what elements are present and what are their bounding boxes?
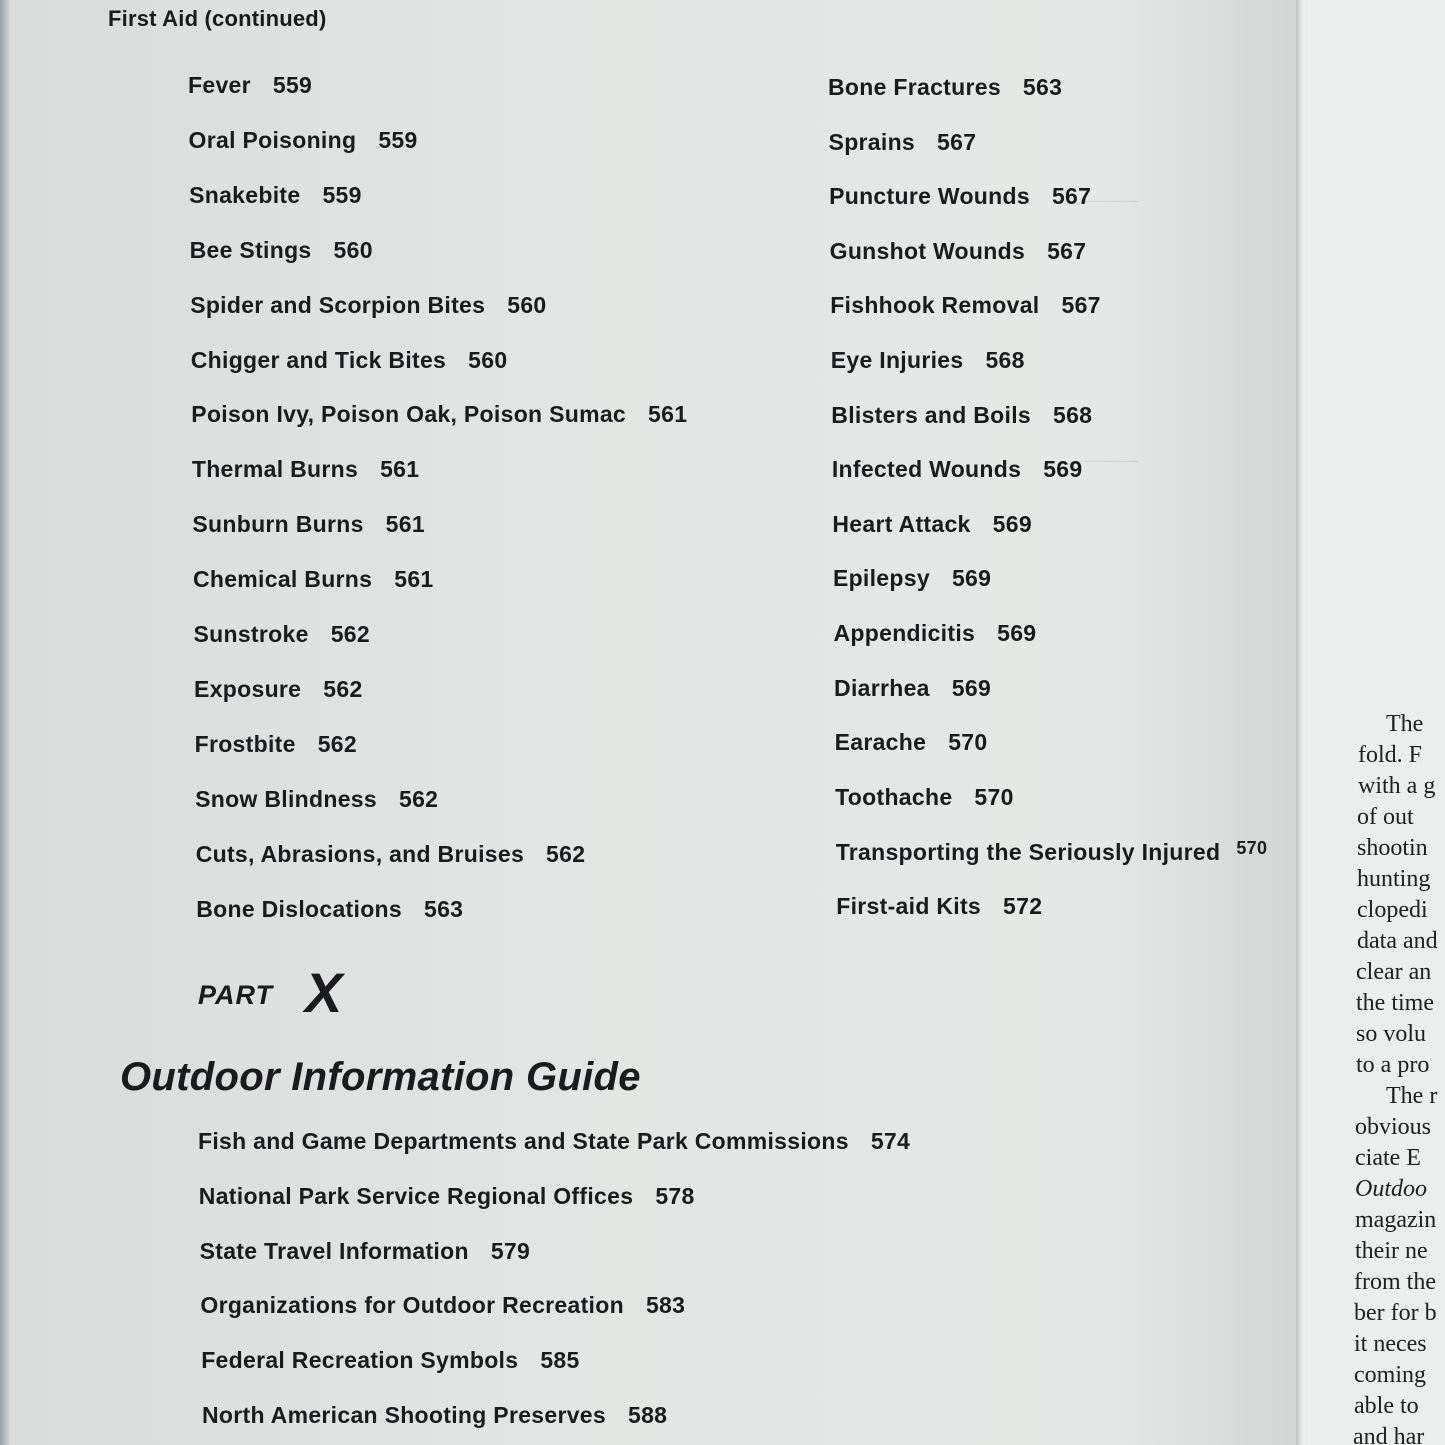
facing-page-line: shootin <box>1357 835 1428 861</box>
toc-entry <box>200 1292 685 1319</box>
toc-entry-title: Gunshot Wounds <box>829 237 1026 264</box>
toc-entry-page: 562 <box>317 730 357 757</box>
toc-entry <box>829 183 1091 210</box>
toc-entry <box>191 401 687 428</box>
toc-entry-page: 563 <box>424 895 464 922</box>
toc-entry-title: Organizations for Outdoor Recreation <box>200 1292 624 1319</box>
toc-entry-title: Transporting the Seriously Injured <box>835 839 1221 866</box>
toc-entry-page: 562 <box>323 675 363 702</box>
toc-entry-title: North American Shooting Preserves <box>202 1402 606 1428</box>
toc-entry <box>192 456 420 483</box>
toc-entry-title: Bone Dislocations <box>196 895 402 922</box>
facing-page-line: so volu <box>1356 1021 1427 1047</box>
toc-entry-page: 561 <box>380 456 420 483</box>
book-left-edge <box>0 0 10 1445</box>
facing-page-line: fold. F <box>1358 742 1423 768</box>
toc-entry <box>832 456 1083 483</box>
toc-entry-title: Fever <box>188 72 251 98</box>
toc-entry-page: 560 <box>333 236 373 263</box>
toc-entry <box>192 511 425 538</box>
toc-entry <box>835 729 988 756</box>
toc-entry-page: 561 <box>385 511 425 538</box>
toc-entry-title: Earache <box>834 729 927 756</box>
toc-entry-page: 567 <box>1047 237 1087 264</box>
facing-page-line: the time <box>1356 990 1434 1016</box>
toc-entry-title: Oral Poisoning <box>188 126 357 153</box>
toc-entry-title: State Travel Information <box>199 1237 469 1264</box>
toc-entry <box>829 129 977 156</box>
facing-page-line: magazin <box>1355 1207 1437 1233</box>
toc-entry-title: Sprains <box>828 128 916 155</box>
facing-page-line: Outdoo <box>1355 1176 1427 1202</box>
toc-entry-title: Heart Attack <box>832 510 971 537</box>
part-numeral: X <box>305 961 343 1024</box>
toc-entry-page: 572 <box>1003 893 1043 919</box>
facing-page-line: The <box>1386 711 1424 737</box>
toc-entry <box>828 74 1062 101</box>
toc-entry-title: Diarrhea <box>834 674 930 701</box>
toc-entry <box>193 566 434 593</box>
toc-entry-page: 569 <box>1043 456 1083 483</box>
part-label: PART <box>198 980 274 1010</box>
toc-entry <box>834 620 1037 647</box>
toc-entry-title: Snakebite <box>189 181 301 208</box>
toc-entry-title: Blisters and Boils <box>831 401 1031 428</box>
toc-entry-title: Exposure <box>194 675 302 702</box>
toc-entry-title: Toothache <box>835 783 953 810</box>
toc-entry <box>194 676 363 703</box>
toc-entry <box>195 786 438 813</box>
toc-entry <box>194 621 370 648</box>
facing-page-line: clopedi <box>1357 897 1428 923</box>
toc-entry-title: Sunstroke <box>193 621 309 647</box>
facing-page-line: data and <box>1357 928 1438 954</box>
toc-entry-page: 562 <box>546 840 586 867</box>
toc-entry <box>195 731 357 758</box>
facing-page-line: The r <box>1386 1083 1438 1109</box>
toc-entry-title: Thermal Burns <box>191 456 359 483</box>
toc-entry-page: 568 <box>1052 401 1093 428</box>
toc-entry <box>830 238 1087 265</box>
toc-entry <box>831 402 1092 429</box>
toc-entry <box>833 565 991 592</box>
toc-entry-title: Cuts, Abrasions, and Bruises <box>195 840 525 867</box>
toc-entry-page: 579 <box>490 1237 531 1264</box>
toc-entry <box>835 784 1014 811</box>
facing-page-line: of out <box>1357 804 1414 830</box>
toc-entry <box>189 127 418 154</box>
toc-entry-page: 562 <box>330 621 370 647</box>
toc-entry <box>836 838 1268 866</box>
toc-entry-page: 562 <box>398 785 439 812</box>
facing-page-line: hunting <box>1357 866 1431 892</box>
toc-entry-title: Puncture Wounds <box>829 183 1030 210</box>
facing-page <box>1308 0 1445 1445</box>
toc-entry-title: Eye Injuries <box>830 347 964 373</box>
facing-page-line: from the <box>1354 1269 1436 1295</box>
toc-entry <box>832 511 1032 538</box>
toc-entry-title: Snow Blindness <box>195 785 377 812</box>
facing-page-line: coming <box>1354 1362 1426 1388</box>
facing-page-line: able to <box>1354 1393 1419 1419</box>
toc-entry <box>834 675 991 702</box>
toc-entry-page: 567 <box>1051 183 1092 210</box>
toc-entry <box>831 347 1025 374</box>
toc-entry <box>202 1402 667 1429</box>
book-gutter <box>1296 0 1308 1445</box>
toc-entry-page: 569 <box>951 674 992 701</box>
toc-entry-title: Poison Ivy, Poison Oak, Poison Sumac <box>191 401 627 428</box>
toc-entry-page: 560 <box>507 291 547 318</box>
toc-entry <box>191 347 508 374</box>
toc-entry-page: 567 <box>1061 292 1101 319</box>
facing-page-line: and har <box>1353 1424 1425 1445</box>
toc-entry <box>836 893 1042 920</box>
toc-entry <box>196 896 463 923</box>
toc-entry <box>189 182 362 209</box>
facing-page-line: ciate E <box>1355 1145 1421 1171</box>
toc-entry-page: 559 <box>378 126 418 153</box>
toc-entry-page: 569 <box>997 620 1037 646</box>
facing-page-line: their ne <box>1355 1238 1428 1264</box>
toc-entry-page: 563 <box>1022 74 1063 100</box>
toc-entry-page: 567 <box>937 128 977 155</box>
toc-entry <box>190 292 546 319</box>
toc-entry-title: Appendicitis <box>833 620 976 646</box>
toc-entry-page: 560 <box>468 346 508 373</box>
toc-entry-title: Bee Stings <box>189 236 312 263</box>
toc-entry-title: Chigger and Tick Bites <box>190 346 447 373</box>
toc-entry-page: 574 <box>870 1128 911 1154</box>
toc-entry-page: 570 <box>974 783 1014 810</box>
facing-page-line: obvious <box>1355 1114 1432 1140</box>
toc-entry-title: Epilepsy <box>832 565 930 592</box>
toc-entry-page: 569 <box>992 510 1032 537</box>
toc-entry-title: National Park Service Regional Offices <box>198 1182 634 1209</box>
facing-page-line: with a g <box>1358 773 1436 799</box>
toc-entry-page: 585 <box>540 1347 580 1374</box>
toc-entry <box>190 237 373 264</box>
toc-entry <box>188 72 312 99</box>
guide-title: Outdoor Information Guide <box>120 1055 641 1099</box>
toc-entry-title: Spider and Scorpion Bites <box>190 291 486 318</box>
facing-page-line: to a pro <box>1356 1052 1430 1078</box>
toc-entry-page: 561 <box>394 566 434 593</box>
toc-entry <box>201 1347 579 1374</box>
toc-entry-title: First-aid Kits <box>836 893 982 919</box>
facing-page-line: clear an <box>1356 959 1432 985</box>
section-header: First Aid (continued) <box>108 6 327 31</box>
toc-entry-page: 559 <box>322 181 362 208</box>
toc-entry-page: 588 <box>628 1402 668 1428</box>
toc-entry-page: 583 <box>645 1292 686 1319</box>
toc-entry-title: Sunburn Burns <box>192 511 364 538</box>
book-page <box>10 0 1300 1445</box>
toc-entry-page: 559 <box>272 72 313 98</box>
toc-entry <box>830 292 1101 319</box>
toc-entry-page: 568 <box>985 347 1025 373</box>
toc-entry-title: Fish and Game Departments and State Park Commissions <box>198 1128 849 1154</box>
toc-entry <box>196 841 586 868</box>
toc-entry-title: Federal Recreation Symbols <box>201 1347 519 1374</box>
toc-entry-title: Fishhook Removal <box>830 292 1040 319</box>
facing-page-line: ber for b <box>1354 1300 1437 1326</box>
toc-entry-page: 570 <box>1236 838 1268 859</box>
show-through-text: ——— <box>1085 190 1139 210</box>
toc-entry <box>199 1183 695 1210</box>
toc-entry-page: 578 <box>655 1182 695 1209</box>
toc-entry-title: Frostbite <box>194 730 296 757</box>
toc-entry <box>198 1128 910 1155</box>
toc-entry-page: 569 <box>951 565 992 592</box>
toc-entry-page: 561 <box>648 401 688 428</box>
toc-entry-title: Chemical Burns <box>192 566 373 593</box>
toc-entry-title: Bone Fractures <box>828 74 1001 100</box>
facing-page-line: it neces <box>1354 1331 1427 1357</box>
toc-entry-page: 570 <box>948 729 988 756</box>
show-through-text: ——— <box>1085 450 1139 470</box>
toc-entry <box>200 1238 531 1265</box>
toc-entry-title: Infected Wounds <box>831 456 1022 483</box>
